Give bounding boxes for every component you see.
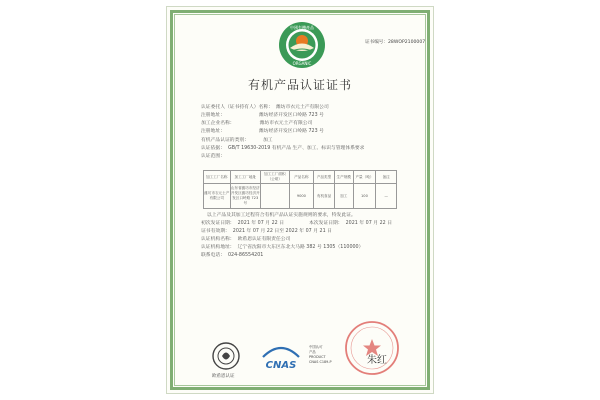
first-issue-date: 初次发证日期： 2021 年 07 月 22 日 — [201, 221, 285, 226]
table-row — [204, 184, 397, 209]
scope-table — [203, 170, 397, 209]
table-cell: 潍坊市衣元土产有限公司 — [204, 184, 231, 209]
cnas-logo — [259, 343, 303, 375]
table-cell: 9000 — [289, 184, 314, 209]
field-basis: 认证依据： GB/T 19630-2019 有机产品 生产、加工、标识与管理体系要求 — [201, 146, 365, 151]
table-header: 产量（吨） — [353, 171, 376, 184]
field-processor-name: 加工企业名称： 潍坊市衣元土产有限公司 — [201, 121, 313, 126]
ofdc-caption: 欧希恩认证 — [212, 374, 235, 379]
table-cell — [261, 184, 290, 209]
statement: 以上产品及其加工过程符合有机产品认证实施规则的要求，特发此证。 — [207, 213, 356, 218]
table-cell: 有机食品 — [314, 184, 335, 209]
cert-body-name: 认证机构名称： 欧希恩认证有限责任公司 — [201, 237, 291, 242]
field-scope: 认证范围： — [201, 154, 225, 159]
signature: 朱红 — [367, 355, 387, 366]
cnas-details: 中国认可 产品 PRODUCT CNAS C189-P — [309, 345, 332, 364]
table-header: 加工工厂名称 — [204, 171, 231, 184]
current-issue-date: 本次发证日期： 2021 年 07 月 22 日 — [309, 221, 393, 226]
certificate — [166, 6, 434, 394]
field-category: 有机产品认证的类别： 加工 — [201, 138, 273, 143]
organic-logo — [278, 21, 326, 69]
table-header: 产品名称 — [289, 171, 314, 184]
logo-bottom-text: ORGANIC — [292, 61, 312, 66]
table-header: 产品类型 — [314, 171, 335, 184]
field-registered-address-2: 注册地址： 潍坊经济开发区口岭路 723 号 — [201, 129, 324, 134]
validity-period: 证书有效期： 2021 年 07 月 22 日至 2022 年 07 月 21 日 — [201, 229, 332, 234]
table-header: 加工工厂地址 — [230, 171, 261, 184]
table-cell: — — [376, 184, 397, 209]
certificate-title: 有机产品认证证书 — [247, 78, 352, 92]
table-header: 备注 — [376, 171, 397, 184]
cert-body-phone: 联系电话： 024-86554201 — [201, 253, 264, 258]
table-header: 加工工厂面积（公顷） — [261, 171, 290, 184]
ofdc-seal — [211, 341, 241, 371]
cert-body-address: 认证机构地址： 辽宁省沈阳市大东区东北大马路 382 号 1305（110000） — [201, 245, 364, 250]
table-header-row — [204, 171, 397, 184]
certificate-number: 证书编号：28WOP2100007 — [365, 40, 426, 45]
field-entrusting-party: 认证委托人（证书持有人）名称： 潍坊市衣元土产有限公司 — [201, 105, 329, 110]
table-cell: 100 — [353, 184, 376, 209]
table-cell: 山东省潍坊市经济开发区潍坊经济开发区口岭路 723 号 — [230, 184, 261, 209]
cnas-text: CNAS — [265, 360, 297, 371]
table-cell: 加工 — [334, 184, 353, 209]
logo-top-text: 中國有機產品 — [290, 25, 314, 30]
official-red-stamp — [343, 319, 401, 377]
field-registered-address-1: 注册地址： 潍坊经济开发区口岭路 723 号 — [201, 113, 324, 118]
table-header: 生产规模 — [334, 171, 353, 184]
